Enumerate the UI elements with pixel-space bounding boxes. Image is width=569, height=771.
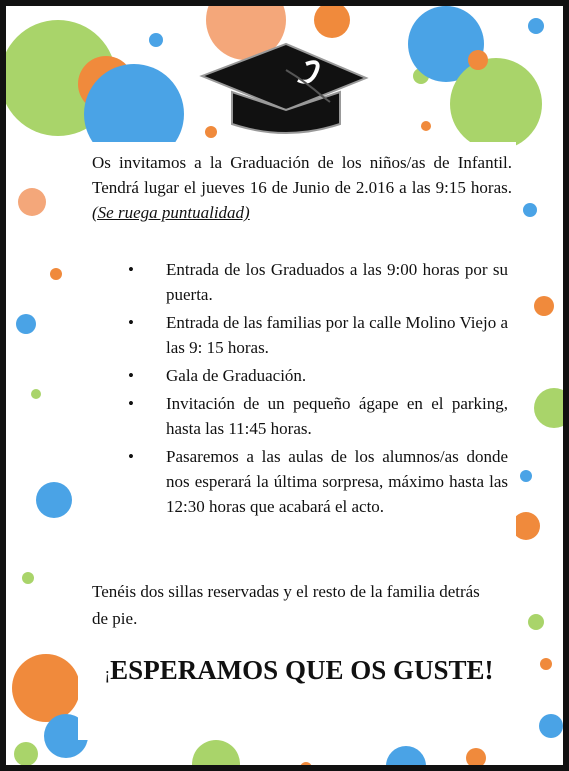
- dot: [520, 470, 532, 482]
- dot: [466, 748, 486, 768]
- schedule-list: [128, 257, 508, 522]
- bullet: •: [128, 366, 134, 385]
- list-item: [128, 363, 508, 388]
- list-item-text: Invitación de un pequeño ágape en el parking, hasta las 11:45 horas.: [166, 394, 508, 438]
- list-item: [128, 310, 508, 360]
- closing-text: ESPERAMOS QUE OS GUSTE!: [110, 655, 494, 685]
- dot: [31, 389, 41, 399]
- dot: [534, 388, 569, 428]
- dot: [36, 482, 72, 518]
- list-item-text: Entrada de las familias por la calle Molino Viejo a las 9: 15 horas.: [166, 313, 508, 357]
- dot: [512, 512, 540, 540]
- list-item: [128, 391, 508, 441]
- dot: [539, 714, 563, 738]
- dot: [22, 572, 34, 584]
- list-item-text: Pasaremos a las aulas de los alumnos/as donde nos esperará la última sorpresa, máximo hasta las 12:30 horas que acabará el acto.: [166, 447, 508, 516]
- closing-mark: ¡: [104, 664, 111, 683]
- dot: [50, 268, 62, 280]
- dot: [149, 33, 163, 47]
- list-item: [128, 257, 508, 307]
- dot: [421, 121, 431, 131]
- dot: [12, 654, 80, 722]
- dot: [468, 50, 488, 70]
- bullet: •: [128, 447, 134, 466]
- bullet: •: [128, 394, 134, 413]
- intro-main-text: Os invitamos a la Graduación de los niños/as de Infantil. Tendrá lugar el jueves 16 de Junio de 2.016 a las 9:15 horas.: [92, 153, 512, 197]
- dot: [205, 126, 217, 138]
- dot: [523, 203, 537, 217]
- intro-paragraph: [92, 150, 512, 225]
- dot: [16, 314, 36, 334]
- closing-message: [94, 652, 504, 692]
- dot: [528, 614, 544, 630]
- seating-note: Tenéis dos sillas reservadas y el resto de la familia detrás de pie.: [92, 582, 480, 628]
- punctuality-note: (Se ruega puntualidad): [92, 203, 250, 222]
- dot: [534, 296, 554, 316]
- dot: [386, 746, 426, 771]
- list-item-text: Entrada de los Graduados a las 9:00 horas por su puerta.: [166, 260, 508, 304]
- bullet: •: [128, 313, 134, 332]
- graduation-cap-icon: [202, 44, 366, 133]
- bullet: •: [128, 260, 134, 279]
- dot: [14, 742, 38, 766]
- dot: [540, 658, 552, 670]
- list-item: [128, 444, 508, 519]
- dot: [450, 58, 542, 150]
- dot: [314, 6, 350, 38]
- dot: [18, 188, 46, 216]
- dot: [300, 762, 312, 771]
- list-item-text: Gala de Graduación.: [166, 366, 307, 385]
- dot: [192, 740, 240, 771]
- dot: [528, 18, 544, 34]
